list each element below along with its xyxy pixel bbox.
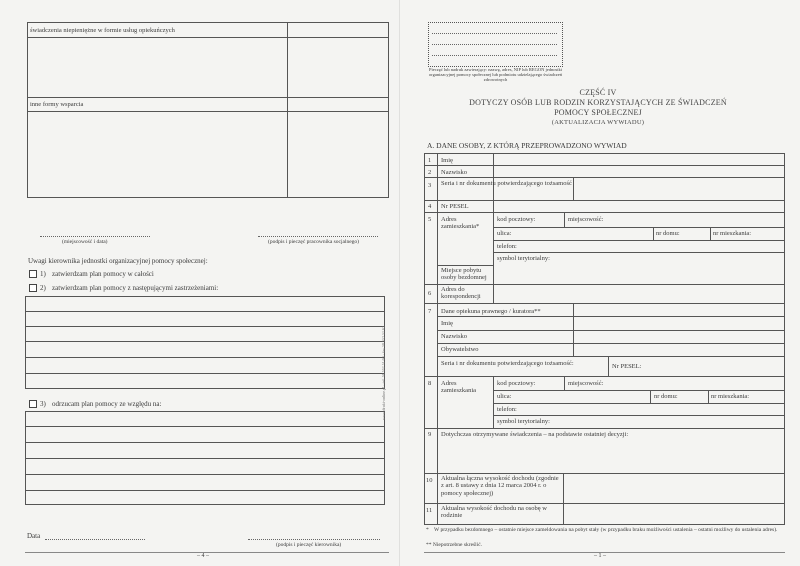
number-column-divider — [437, 153, 438, 525]
row-5-homeless-label: Miejsce pobytu osoby bezdomnej — [441, 267, 487, 282]
row-line — [424, 376, 785, 377]
part-subtitle: (AKTUALIZACJA WYWIADU) — [551, 119, 645, 126]
r5-flat-label: nr mieszkania: — [713, 230, 752, 237]
addr8-divider — [650, 390, 651, 403]
r5-street-label: ulica: — [497, 230, 512, 237]
r5-postal-label: kod pocztowy: — [497, 216, 536, 223]
manager-remarks-label: Uwagi kierownika jednostki organizacyjnej pomocy społecznej: — [28, 257, 208, 265]
addr-line — [493, 252, 785, 253]
r5-phone-label: telefon: — [497, 243, 517, 250]
addr8-line — [493, 415, 785, 416]
addr8-divider — [708, 390, 709, 403]
reservations-box[interactable] — [25, 296, 385, 389]
r8-postal-label: kod pocztowy: — [497, 380, 536, 387]
option-2-number: 2) — [40, 284, 46, 292]
reservation-line — [25, 357, 385, 358]
footnote-1: W przypadku bezdomnego – ostatnie miejsce zameldowania na pobyt stały (w przypadku braku możliwości ustalenia – ostatni możliwy do ustalenia adres). — [434, 527, 778, 533]
worker-sign-line[interactable] — [258, 236, 378, 237]
row-4-number: 4 — [428, 203, 432, 210]
row-line — [424, 212, 785, 213]
addr-line — [493, 227, 785, 228]
row-3-number: 3 — [428, 182, 432, 189]
row-line — [424, 165, 785, 166]
addr-line — [493, 240, 785, 241]
r8-city-label: miejscowość: — [568, 380, 604, 387]
person-data-table — [424, 153, 785, 525]
r8-phone-label: telefon: — [497, 406, 517, 413]
row-line — [424, 473, 785, 474]
row-4-label: Nr PESEL — [441, 203, 469, 210]
reservation-line — [25, 311, 385, 312]
guardian-line — [437, 330, 785, 331]
reservation-line — [25, 373, 385, 374]
manager-sign-line[interactable] — [248, 539, 380, 540]
row-line — [424, 200, 785, 201]
guardian-pesel-label: Nr PESEL: — [612, 363, 642, 370]
row-line — [424, 428, 785, 429]
label-column-divider — [493, 212, 494, 303]
guardian-line — [437, 316, 785, 317]
row-10-label: Aktualna łączna wysokość dochodu (zgodnie z art. 8 ustawy z dnia 12 marca 2004 r. o pomocy społecznej) — [441, 475, 559, 497]
reservation-line — [25, 341, 385, 342]
row-10-number: 10 — [426, 477, 433, 484]
guardian-name-label: Imię — [441, 320, 453, 327]
income-label-divider — [563, 473, 564, 525]
addr-divider — [710, 227, 711, 240]
part-heading: CZĘŚĆ IV — [579, 88, 617, 97]
option-3-checkbox[interactable] — [29, 400, 37, 408]
addr8-divider — [564, 376, 565, 390]
date-label: Data — [27, 532, 41, 540]
footnote-2: ** Niepotrzebne skreślić. — [426, 542, 483, 548]
section-a-heading: A. DANE OSOBY, Z KTÓRĄ PRZEPROWADZONO WYWIAD — [427, 141, 627, 150]
row-9-number: 9 — [428, 431, 432, 438]
r8-flat-label: nr mieszkania: — [711, 393, 750, 400]
guardian-line — [437, 356, 785, 357]
option-1-checkbox[interactable] — [29, 270, 37, 278]
row-8-number: 8 — [428, 380, 432, 387]
rejection-line — [25, 426, 385, 427]
right-page-number: – 1 – — [594, 553, 606, 559]
date-line[interactable] — [45, 539, 145, 540]
row-line — [424, 284, 785, 285]
left-page-number: – 4 – — [197, 553, 209, 559]
row-6-number: 6 — [428, 290, 432, 297]
row-6-label: Adres do korespondencji — [441, 286, 481, 301]
support-table — [27, 22, 389, 198]
support-row-line — [27, 111, 389, 112]
row-line — [424, 503, 785, 504]
row-line — [424, 303, 785, 304]
guardian-document-label: Seria i nr dokumentu potwierdzającego tożsamość: — [441, 360, 574, 367]
r8-territorial-label: symbol terytorialny: — [497, 418, 550, 425]
row-line — [424, 177, 785, 178]
row-5-label: Adres zamieszkania* — [441, 216, 480, 231]
row-9-label: Dotychczas otrzymywane świadczenia – na podstawie ostatniej decyzji: — [441, 431, 629, 438]
label-column-divider — [493, 376, 494, 428]
r5-territorial-label: symbol terytorialny: — [497, 255, 550, 262]
row3-value-divider — [573, 177, 574, 200]
support-row-line — [27, 37, 389, 38]
row5-split-line — [437, 265, 493, 266]
page-fold — [399, 0, 400, 566]
rejection-line — [25, 442, 385, 443]
row-1-number: 1 — [428, 157, 432, 164]
footnote-1-mark: * — [426, 527, 429, 533]
r5-city-label: miejscowość: — [568, 216, 604, 223]
addr8-line — [493, 390, 785, 391]
manager-sign-caption: (podpis i pieczęć kierownika) — [276, 542, 342, 548]
support-row-care: świadczenia niepieniężne w formie usług opiekuńczych — [30, 27, 175, 34]
guardian-divider — [608, 356, 609, 376]
place-date-line[interactable] — [40, 236, 150, 237]
r8-street-label: ulica: — [497, 393, 512, 400]
option-3-label: odrzucam plan pomocy ze względu na: — [52, 400, 162, 408]
worker-sign-caption: (podpis i pieczęć pracownika socjalnego) — [268, 239, 360, 245]
part-title-line2: POMOCY SPOŁECZNEJ — [554, 108, 642, 117]
addr-divider — [564, 212, 565, 227]
row-11-number: 11 — [426, 507, 433, 514]
option-1-number: 1) — [40, 270, 46, 278]
r8-house-label: nr domu: — [654, 393, 678, 400]
stamp-dotline — [432, 44, 557, 45]
row-8-label: Adres zamieszkania — [441, 380, 477, 395]
rejection-line — [25, 458, 385, 459]
row-1-label: Imię — [441, 157, 453, 164]
row-2-label: Nazwisko — [441, 169, 467, 176]
guardian-line — [437, 343, 785, 344]
row-3-label: Seria i nr dokumentu potwierdzającego tożsamość — [441, 180, 572, 187]
row-7-number: 7 — [428, 308, 432, 315]
support-row-line — [27, 97, 389, 98]
row-5-number: 5 — [428, 216, 432, 223]
publisher-side-text: www.druki-online.pl · tel. 58 552 51 60 · fax 58 552 51 62 — [381, 325, 386, 420]
guardian-surname-label: Nazwisko — [441, 333, 467, 340]
option-3-number: 3) — [40, 400, 46, 408]
stamp-dotline — [432, 33, 557, 34]
reservation-line — [25, 326, 385, 327]
r5-house-label: nr domu: — [656, 230, 680, 237]
rejection-line — [25, 474, 385, 475]
row-7-label: Dane opiekuna prawnego / kuratora** — [441, 308, 541, 315]
part-title-line1: DOTYCZY OSÓB LUB RODZIN KORZYSTAJĄCYCH ZE ŚWIADCZEŃ — [469, 98, 727, 107]
guardian-divider — [573, 303, 574, 356]
guardian-citizenship-label: Obywatelstwo — [441, 346, 479, 353]
addr-divider — [653, 227, 654, 240]
stamp-dotline — [432, 55, 557, 56]
place-date-caption: (miejscowość i data) — [62, 239, 108, 245]
support-table-divider — [287, 22, 288, 198]
option-1-label: zatwierdzam plan pomocy w całości — [52, 270, 154, 278]
support-row-other: inne formy wsparcia — [30, 101, 84, 108]
option-2-checkbox[interactable] — [29, 284, 37, 292]
row-2-number: 2 — [428, 169, 432, 176]
row-11-label: Aktualna wysokość dochodu na osobę w rodzinie — [441, 505, 547, 520]
option-2-label: zatwierdzam plan pomocy z następującymi zastrzeżeniami: — [52, 284, 219, 292]
rejection-line — [25, 490, 385, 491]
stamp-caption: Pieczęć lub nadruk zawierający: nazwę, adres, NIP lub REGON jednostki organizacyjnej pomocy społecznej lub podmiotu udzielającego świadczeń zdrowotnych — [428, 67, 563, 83]
addr8-line — [493, 403, 785, 404]
